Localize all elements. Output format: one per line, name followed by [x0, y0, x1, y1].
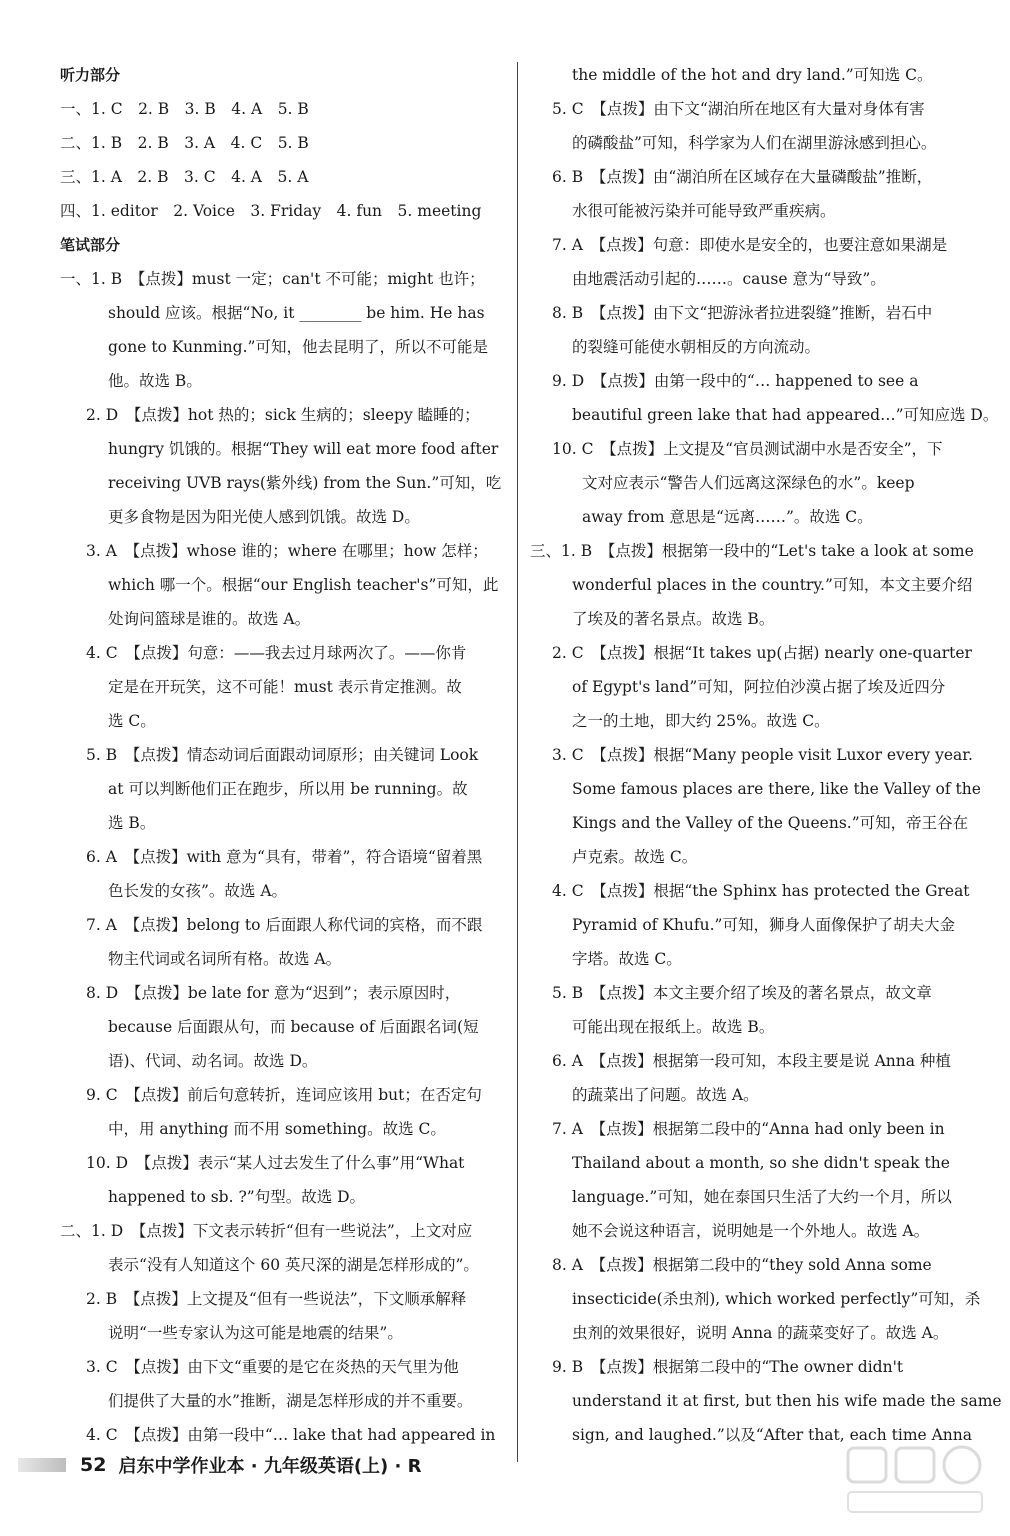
answer-line: 2. C 【点拨】根据“It takes up(占据) nearly one-quarter [552, 644, 972, 662]
answer-line: 中，用 anything 而不用 something。故选 C。 [108, 1120, 446, 1138]
answer-line: gone to Kunming.”可知，他去昆明了，所以不可能是 [108, 338, 488, 356]
answer-line: 表示“没有人知道这个 60 英尺深的湖是怎样形成的”。 [108, 1256, 479, 1274]
answer-line: 7. A 【点拨】根据第二段中的“Anna had only been in [552, 1120, 945, 1138]
answer-line: 三、1. A 2. B 3. C 4. A 5. A [60, 168, 309, 186]
watermark-logo [840, 1440, 990, 1520]
answer-line: 6. B 【点拨】由“湖泊所在区域存在大量磷酸盐”推断， [552, 168, 933, 186]
answer-line: away from 意思是“远离……”。故选 C。 [582, 508, 873, 526]
answer-line: 7. A 【点拨】句意：即使水是安全的，也要注意如果湖是 [552, 236, 948, 254]
answer-line: 字塔。故选 C。 [572, 950, 682, 968]
answer-line: 之一的土地，即大约 25%。故选 C。 [572, 712, 830, 730]
page-footer [18, 1450, 422, 1480]
answer-line: of Egypt's land”可知，阿拉伯沙漠占据了埃及近四分 [572, 678, 946, 696]
answer-line: sign, and laughed.”以及“After that, each time Anna [572, 1426, 973, 1444]
answer-line: 语)、代词、动名词。故选 D。 [108, 1052, 318, 1070]
answer-line: 4. C 【点拨】根据“the Sphinx has protected the Great [552, 882, 970, 900]
answer-line: 9. C 【点拨】前后句意转折，连词应该用 but；在否定句 [86, 1086, 482, 1104]
answer-line: 9. B 【点拨】根据第二段中的“The owner didn't [552, 1358, 904, 1376]
answer-line: 3. A 【点拨】whose 谁的；where 在哪里；how 怎样； [86, 542, 488, 560]
book-title: 启东中学作业本 · 九年级英语(上) · R [118, 1456, 422, 1477]
answer-line: 水很可能被污染并可能导致严重疾病。 [572, 202, 836, 220]
answer-line: 四、1. editor 2. Voice 3. Friday 4. fun 5. meeting [60, 202, 482, 220]
answer-line: receiving UVB rays(紫外线) from the Sun.”可知，吃 [108, 474, 502, 492]
answer-line: 一、1. C 2. B 3. B 4. A 5. B [60, 100, 309, 118]
answer-line: 2. B 【点拨】上文提及“但有一些说法”，下文顺承解释 [86, 1290, 467, 1308]
answer-line: Thailand about a month, so she didn't speak the [572, 1154, 950, 1172]
section-heading: 笔试部分 [60, 236, 121, 254]
answer-line: happened to sb. ?”句型。故选 D。 [108, 1188, 366, 1206]
answer-line: 7. A 【点拨】belong to 后面跟人称代词的宾格，而不跟 [86, 916, 483, 934]
answer-line: 二、1. D 【点拨】下文表示转折“但有一些说法”，上文对应 [60, 1222, 473, 1240]
answer-line: 选 B。 [108, 814, 156, 832]
answer-line: 物主代词或名词所有格。故选 A。 [108, 950, 342, 968]
answer-line: understand it at first, but then his wife made the same [572, 1392, 1002, 1410]
answer-line: at 可以判断他们正在跑步，所以用 be running。故 [108, 780, 468, 798]
answer-line: 9. D 【点拨】由第一段中的“… happened to see a [552, 372, 919, 390]
answer-line: Some famous places are there, like the Valley of the [572, 780, 981, 798]
answer-line: hungry 饥饿的。根据“They will eat more food after [108, 440, 499, 458]
answer-line: 3. C 【点拨】根据“Many people visit Luxor every year. [552, 746, 973, 764]
section-heading: 听力部分 [60, 66, 121, 84]
answer-line: 4. C 【点拨】句意：——我去过月球两次了。——你肯 [86, 644, 467, 662]
answer-line: 二、1. B 2. B 3. A 4. C 5. B [60, 134, 309, 152]
answer-line: 的磷酸盐”可知，科学家为人们在湖里游泳感到担心。 [572, 134, 937, 152]
answer-line: 4. C 【点拨】由第一段中“… lake that had appeared in [86, 1426, 496, 1444]
answer-line: 更多食物是因为阳光使人感到饥饿。故选 D。 [108, 508, 420, 526]
answer-line: 8. A 【点拨】根据第二段中的“they sold Anna some [552, 1256, 932, 1274]
answer-line: language.”可知，她在泰国只生活了大约一个月，所以 [572, 1188, 952, 1206]
answer-line: wonderful places in the country.”可知，本文主要介绍 [572, 576, 973, 594]
answer-line: 5. B 【点拨】本文主要介绍了埃及的著名景点，故文章 [552, 984, 932, 1002]
answer-line: 的蔬菜出了问题。故选 A。 [572, 1086, 759, 1104]
answer-line: 了埃及的著名景点。故选 B。 [572, 610, 775, 628]
answer-line: 定是在开玩笑，这不可能！must 表示肯定推测。故 [108, 678, 462, 696]
answer-line: 虫剂的效果很好，说明 Anna 的蔬菜变好了。故选 A。 [572, 1324, 949, 1342]
answer-line: 8. D 【点拨】be late for 意为“迟到”；表示原因时， [86, 984, 461, 1002]
answer-line: 们提供了大量的水”推断，湖是怎样形成的并不重要。 [108, 1392, 473, 1410]
answer-line: 由地震活动引起的……。cause 意为“导致”。 [572, 270, 886, 288]
answer-line: 卢克索。故选 C。 [572, 848, 698, 866]
answer-line: 10. C 【点拨】上文提及“官员测试湖中水是否安全”，下 [552, 440, 943, 458]
answer-line: 可能出现在报纸上。故选 B。 [572, 1018, 775, 1036]
answer-line: 6. A 【点拨】with 意为“具有，带着”，符合语境“留着黑 [86, 848, 483, 866]
answer-line: because 后面跟从句，而 because of 后面跟名词(短 [108, 1018, 479, 1036]
answer-line: 处询问篮球是谁的。故选 A。 [108, 610, 311, 628]
answer-line: should 应该。根据“No, it ________ be him. He has [108, 304, 485, 322]
answer-line: which 哪一个。根据“our English teacher's”可知，此 [108, 576, 499, 594]
answer-line: 他。故选 B。 [108, 372, 202, 390]
answer-line: 5. B 【点拨】情态动词后面跟动词原形；由关键词 Look [86, 746, 479, 764]
answer-line: 一、1. B 【点拨】must 一定；can't 不可能；might 也许； [60, 270, 485, 288]
answer-line: the middle of the hot and dry land.”可知选 C。 [572, 66, 933, 84]
answer-line: 10. D 【点拨】表示“某人过去发生了什么事”用“What [86, 1154, 465, 1172]
answer-line: 8. B 【点拨】由下文“把游泳者拉进裂缝”推断，岩石中 [552, 304, 933, 322]
answer-line: 3. C 【点拨】由下文“重要的是它在炎热的天气里为他 [86, 1358, 459, 1376]
answer-line: Kings and the Valley of the Queens.”可知，帝王谷在 [572, 814, 969, 832]
answer-line: beautiful green lake that had appeared…”可知应选 D。 [572, 406, 999, 424]
answer-line: 选 C。 [108, 712, 156, 730]
answer-line: 的裂缝可能使水朝相反的方向流动。 [572, 338, 821, 356]
answer-line: 三、1. B 【点拨】根据第一段中的“Let's take a look at some [530, 542, 974, 560]
answer-line: 5. C 【点拨】由下文“湖泊所在地区有大量对身体有害 [552, 100, 925, 118]
footer-gradient-bar [18, 1458, 66, 1472]
answer-line: 6. A 【点拨】根据第一段可知，本段主要是说 Anna 种植 [552, 1052, 951, 1070]
answer-line: 色长发的女孩”。故选 A。 [108, 882, 288, 900]
answer-line: 她不会说这种语言，说明她是一个外地人。故选 A。 [572, 1222, 930, 1240]
answer-line: Pyramid of Khufu.”可知，狮身人面像保护了胡夫大金 [572, 916, 955, 934]
answer-line: 2. D 【点拨】hot 热的；sick 生病的；sleepy 瞌睡的； [86, 406, 480, 424]
page-number: 52 [80, 1454, 107, 1476]
answer-line: 说明“一些专家认为这可能是地震的结果”。 [108, 1324, 403, 1342]
answer-line: 文对应表示“警告人们远离这深绿色的水”。keep [582, 474, 915, 492]
column-divider [517, 62, 518, 1462]
answer-line: insecticide(杀虫剂), which worked perfectly”可知，杀 [572, 1290, 981, 1308]
